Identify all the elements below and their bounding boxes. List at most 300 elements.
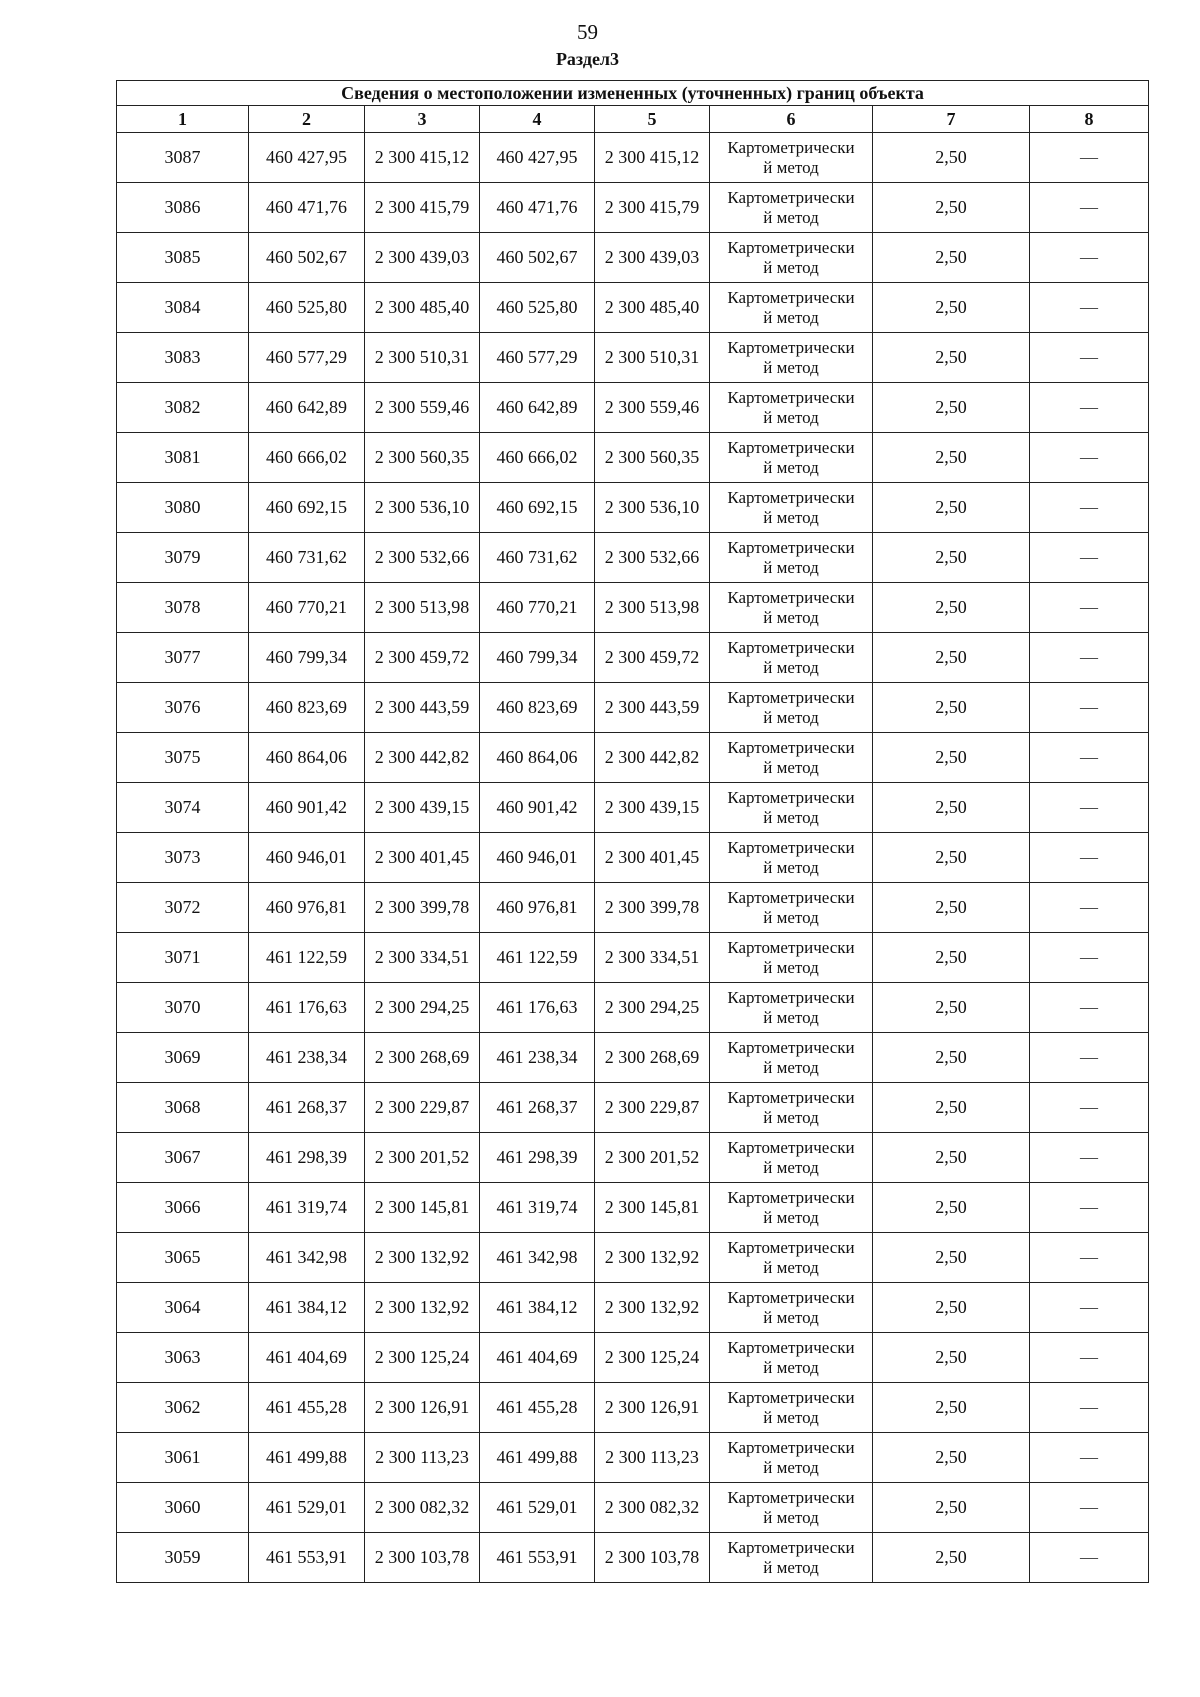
method-line-1: Картометрически bbox=[727, 987, 855, 1007]
method-line-2: й метод bbox=[763, 1557, 819, 1577]
accuracy-cell: 2,50 bbox=[873, 983, 1030, 1033]
accuracy-cell: 2,50 bbox=[873, 183, 1030, 233]
description-cell: — bbox=[1030, 1083, 1149, 1133]
method-cell bbox=[710, 1533, 873, 1583]
existing-x-cell: 460 731,62 bbox=[249, 533, 365, 583]
method-line-1: Картометрически bbox=[727, 737, 855, 757]
point-number-cell: 3078 bbox=[117, 583, 249, 633]
point-number-cell: 3067 bbox=[117, 1133, 249, 1183]
method-cell bbox=[710, 183, 873, 233]
description-cell: — bbox=[1030, 933, 1149, 983]
page-number: 59 bbox=[577, 20, 598, 44]
existing-x-cell: 460 976,81 bbox=[249, 883, 365, 933]
method-cell bbox=[710, 1483, 873, 1533]
description-cell: — bbox=[1030, 1533, 1149, 1583]
existing-y-cell: 2 300 126,91 bbox=[365, 1383, 480, 1433]
existing-x-cell: 461 342,98 bbox=[249, 1233, 365, 1283]
refined-y-cell: 2 300 294,25 bbox=[595, 983, 710, 1033]
method-line-1: Картометрически bbox=[727, 787, 855, 807]
method-line-1: Картометрически bbox=[727, 937, 855, 957]
accuracy-cell: 2,50 bbox=[873, 483, 1030, 533]
method-line-1: Картометрически bbox=[727, 537, 855, 557]
description-cell: — bbox=[1030, 1133, 1149, 1183]
table-row bbox=[117, 1283, 1149, 1333]
existing-x-cell: 461 404,69 bbox=[249, 1333, 365, 1383]
method-cell bbox=[710, 933, 873, 983]
existing-x-cell: 461 384,12 bbox=[249, 1283, 365, 1333]
existing-y-cell: 2 300 132,92 bbox=[365, 1233, 480, 1283]
method-line-1: Картометрически bbox=[727, 187, 855, 207]
method-line-2: й метод bbox=[763, 1207, 819, 1227]
description-cell: — bbox=[1030, 333, 1149, 383]
method-line-1: Картометрически bbox=[727, 1487, 855, 1507]
column-number: 7 bbox=[873, 106, 1030, 133]
existing-x-cell: 460 864,06 bbox=[249, 733, 365, 783]
method-line-2: й метод bbox=[763, 657, 819, 677]
existing-x-cell: 461 298,39 bbox=[249, 1133, 365, 1183]
description-cell: — bbox=[1030, 783, 1149, 833]
existing-y-cell: 2 300 560,35 bbox=[365, 433, 480, 483]
refined-x-cell: 460 577,29 bbox=[480, 333, 595, 383]
refined-y-cell: 2 300 399,78 bbox=[595, 883, 710, 933]
method-cell bbox=[710, 683, 873, 733]
description-cell: — bbox=[1030, 233, 1149, 283]
description-cell: — bbox=[1030, 183, 1149, 233]
existing-y-cell: 2 300 334,51 bbox=[365, 933, 480, 983]
accuracy-cell: 2,50 bbox=[873, 583, 1030, 633]
method-line-2: й метод bbox=[763, 857, 819, 877]
existing-x-cell: 460 799,34 bbox=[249, 633, 365, 683]
point-number-cell: 3059 bbox=[117, 1533, 249, 1583]
point-number-cell: 3065 bbox=[117, 1233, 249, 1283]
refined-y-cell: 2 300 443,59 bbox=[595, 683, 710, 733]
accuracy-cell: 2,50 bbox=[873, 883, 1030, 933]
table-row bbox=[117, 1133, 1149, 1183]
existing-y-cell: 2 300 536,10 bbox=[365, 483, 480, 533]
point-number-cell: 3077 bbox=[117, 633, 249, 683]
accuracy-cell: 2,50 bbox=[873, 783, 1030, 833]
refined-x-cell: 461 238,34 bbox=[480, 1033, 595, 1083]
existing-x-cell: 460 946,01 bbox=[249, 833, 365, 883]
table-row bbox=[117, 583, 1149, 633]
method-line-1: Картометрически bbox=[727, 1287, 855, 1307]
existing-y-cell: 2 300 132,92 bbox=[365, 1283, 480, 1333]
table-row bbox=[117, 883, 1149, 933]
table-row bbox=[117, 933, 1149, 983]
method-line-2: й метод bbox=[763, 157, 819, 177]
method-cell bbox=[710, 1283, 873, 1333]
point-number-cell: 3082 bbox=[117, 383, 249, 433]
existing-y-cell: 2 300 442,82 bbox=[365, 733, 480, 783]
method-line-1: Картометрически bbox=[727, 687, 855, 707]
table-row bbox=[117, 1083, 1149, 1133]
table-row bbox=[117, 1333, 1149, 1383]
description-cell: — bbox=[1030, 383, 1149, 433]
point-number-cell: 3060 bbox=[117, 1483, 249, 1533]
refined-y-cell: 2 300 125,24 bbox=[595, 1333, 710, 1383]
method-line-1: Картометрически bbox=[727, 1037, 855, 1057]
existing-x-cell: 460 427,95 bbox=[249, 133, 365, 183]
description-cell: — bbox=[1030, 433, 1149, 483]
point-number-cell: 3069 bbox=[117, 1033, 249, 1083]
refined-x-cell: 461 319,74 bbox=[480, 1183, 595, 1233]
accuracy-cell: 2,50 bbox=[873, 133, 1030, 183]
column-number-row bbox=[117, 106, 1149, 133]
description-cell: — bbox=[1030, 1033, 1149, 1083]
section-title: Раздел3 bbox=[555, 49, 620, 69]
method-line-1: Картометрически bbox=[727, 637, 855, 657]
point-number-cell: 3071 bbox=[117, 933, 249, 983]
refined-y-cell: 2 300 132,92 bbox=[595, 1233, 710, 1283]
existing-y-cell: 2 300 532,66 bbox=[365, 533, 480, 583]
method-line-2: й метод bbox=[763, 707, 819, 727]
refined-y-cell: 2 300 401,45 bbox=[595, 833, 710, 883]
existing-y-cell: 2 300 103,78 bbox=[365, 1533, 480, 1583]
method-cell bbox=[710, 583, 873, 633]
description-cell: — bbox=[1030, 1233, 1149, 1283]
existing-y-cell: 2 300 401,45 bbox=[365, 833, 480, 883]
description-cell: — bbox=[1030, 983, 1149, 1033]
method-line-2: й метод bbox=[763, 1057, 819, 1077]
refined-x-cell: 461 176,63 bbox=[480, 983, 595, 1033]
existing-y-cell: 2 300 113,23 bbox=[365, 1433, 480, 1483]
existing-y-cell: 2 300 145,81 bbox=[365, 1183, 480, 1233]
method-line-2: й метод bbox=[763, 1507, 819, 1527]
description-cell: — bbox=[1030, 733, 1149, 783]
refined-y-cell: 2 300 442,82 bbox=[595, 733, 710, 783]
refined-y-cell: 2 300 268,69 bbox=[595, 1033, 710, 1083]
point-number-cell: 3070 bbox=[117, 983, 249, 1033]
point-number-cell: 3081 bbox=[117, 433, 249, 483]
accuracy-cell: 2,50 bbox=[873, 383, 1030, 433]
column-number: 8 bbox=[1030, 106, 1149, 133]
refined-x-cell: 461 455,28 bbox=[480, 1383, 595, 1433]
refined-x-cell: 460 471,76 bbox=[480, 183, 595, 233]
refined-x-cell: 461 342,98 bbox=[480, 1233, 595, 1283]
method-cell bbox=[710, 1083, 873, 1133]
refined-y-cell: 2 300 229,87 bbox=[595, 1083, 710, 1133]
refined-x-cell: 460 666,02 bbox=[480, 433, 595, 483]
table-row bbox=[117, 483, 1149, 533]
description-cell: — bbox=[1030, 1483, 1149, 1533]
method-line-1: Картометрически bbox=[727, 237, 855, 257]
accuracy-cell: 2,50 bbox=[873, 1333, 1030, 1383]
table-row bbox=[117, 1233, 1149, 1283]
accuracy-cell: 2,50 bbox=[873, 233, 1030, 283]
refined-y-cell: 2 300 510,31 bbox=[595, 333, 710, 383]
description-cell: — bbox=[1030, 583, 1149, 633]
method-line-2: й метод bbox=[763, 757, 819, 777]
column-number: 5 bbox=[595, 106, 710, 133]
refined-y-cell: 2 300 334,51 bbox=[595, 933, 710, 983]
refined-y-cell: 2 300 103,78 bbox=[595, 1533, 710, 1583]
method-line-2: й метод bbox=[763, 1307, 819, 1327]
existing-x-cell: 460 770,21 bbox=[249, 583, 365, 633]
existing-x-cell: 461 553,91 bbox=[249, 1533, 365, 1583]
table-row bbox=[117, 783, 1149, 833]
existing-x-cell: 461 319,74 bbox=[249, 1183, 365, 1233]
method-cell bbox=[710, 133, 873, 183]
method-cell bbox=[710, 433, 873, 483]
method-line-2: й метод bbox=[763, 307, 819, 327]
point-number-cell: 3073 bbox=[117, 833, 249, 883]
method-line-1: Картометрически bbox=[727, 1087, 855, 1107]
method-line-2: й метод bbox=[763, 907, 819, 927]
method-line-2: й метод bbox=[763, 1407, 819, 1427]
table-row bbox=[117, 533, 1149, 583]
accuracy-cell: 2,50 bbox=[873, 333, 1030, 383]
table-row bbox=[117, 983, 1149, 1033]
accuracy-cell: 2,50 bbox=[873, 1383, 1030, 1433]
refined-y-cell: 2 300 485,40 bbox=[595, 283, 710, 333]
method-line-1: Картометрически bbox=[727, 1237, 855, 1257]
description-cell: — bbox=[1030, 833, 1149, 883]
point-number-cell: 3062 bbox=[117, 1383, 249, 1433]
method-line-1: Картометрически bbox=[727, 587, 855, 607]
refined-y-cell: 2 300 439,03 bbox=[595, 233, 710, 283]
refined-y-cell: 2 300 513,98 bbox=[595, 583, 710, 633]
description-cell: — bbox=[1030, 1183, 1149, 1233]
accuracy-cell: 2,50 bbox=[873, 283, 1030, 333]
point-number-cell: 3086 bbox=[117, 183, 249, 233]
accuracy-cell: 2,50 bbox=[873, 1233, 1030, 1283]
refined-x-cell: 460 864,06 bbox=[480, 733, 595, 783]
table-row bbox=[117, 1483, 1149, 1533]
existing-x-cell: 460 525,80 bbox=[249, 283, 365, 333]
point-number-cell: 3074 bbox=[117, 783, 249, 833]
existing-y-cell: 2 300 415,79 bbox=[365, 183, 480, 233]
refined-x-cell: 460 731,62 bbox=[480, 533, 595, 583]
point-number-cell: 3064 bbox=[117, 1283, 249, 1333]
description-cell: — bbox=[1030, 1433, 1149, 1483]
method-line-2: й метод bbox=[763, 1007, 819, 1027]
method-line-1: Картометрически bbox=[727, 337, 855, 357]
refined-y-cell: 2 300 126,91 bbox=[595, 1383, 710, 1433]
refined-x-cell: 461 268,37 bbox=[480, 1083, 595, 1133]
table-row bbox=[117, 1033, 1149, 1083]
method-line-2: й метод bbox=[763, 1357, 819, 1377]
method-line-1: Картометрически bbox=[727, 287, 855, 307]
refined-y-cell: 2 300 145,81 bbox=[595, 1183, 710, 1233]
refined-x-cell: 461 404,69 bbox=[480, 1333, 595, 1383]
refined-x-cell: 460 976,81 bbox=[480, 883, 595, 933]
refined-x-cell: 461 298,39 bbox=[480, 1133, 595, 1183]
table-row bbox=[117, 383, 1149, 433]
existing-y-cell: 2 300 082,32 bbox=[365, 1483, 480, 1533]
description-cell: — bbox=[1030, 533, 1149, 583]
method-line-2: й метод bbox=[763, 1107, 819, 1127]
table-row bbox=[117, 283, 1149, 333]
description-cell: — bbox=[1030, 283, 1149, 333]
method-line-1: Картометрически bbox=[727, 1337, 855, 1357]
existing-x-cell: 460 642,89 bbox=[249, 383, 365, 433]
point-number-cell: 3066 bbox=[117, 1183, 249, 1233]
method-line-1: Картометрически bbox=[727, 1187, 855, 1207]
refined-x-cell: 460 770,21 bbox=[480, 583, 595, 633]
column-number: 3 bbox=[365, 106, 480, 133]
table-row bbox=[117, 633, 1149, 683]
method-line-2: й метод bbox=[763, 1157, 819, 1177]
method-cell bbox=[710, 1433, 873, 1483]
method-line-1: Картометрически bbox=[727, 1137, 855, 1157]
description-cell: — bbox=[1030, 1383, 1149, 1433]
table-row bbox=[117, 183, 1149, 233]
existing-y-cell: 2 300 415,12 bbox=[365, 133, 480, 183]
description-cell: — bbox=[1030, 1333, 1149, 1383]
method-line-1: Картометрически bbox=[727, 487, 855, 507]
column-number: 2 bbox=[249, 106, 365, 133]
method-cell bbox=[710, 383, 873, 433]
accuracy-cell: 2,50 bbox=[873, 1283, 1030, 1333]
table-row bbox=[117, 433, 1149, 483]
existing-x-cell: 460 666,02 bbox=[249, 433, 365, 483]
table-row bbox=[117, 683, 1149, 733]
method-line-1: Картометрически bbox=[727, 437, 855, 457]
point-number-cell: 3076 bbox=[117, 683, 249, 733]
existing-y-cell: 2 300 399,78 bbox=[365, 883, 480, 933]
refined-y-cell: 2 300 536,10 bbox=[595, 483, 710, 533]
point-number-cell: 3080 bbox=[117, 483, 249, 533]
existing-x-cell: 461 176,63 bbox=[249, 983, 365, 1033]
point-number-cell: 3075 bbox=[117, 733, 249, 783]
accuracy-cell: 2,50 bbox=[873, 1433, 1030, 1483]
refined-y-cell: 2 300 201,52 bbox=[595, 1133, 710, 1183]
method-line-2: й метод bbox=[763, 257, 819, 277]
method-cell bbox=[710, 333, 873, 383]
existing-y-cell: 2 300 439,15 bbox=[365, 783, 480, 833]
refined-x-cell: 460 946,01 bbox=[480, 833, 595, 883]
table-row bbox=[117, 1383, 1149, 1433]
refined-x-cell: 460 642,89 bbox=[480, 383, 595, 433]
refined-y-cell: 2 300 459,72 bbox=[595, 633, 710, 683]
refined-x-cell: 460 799,34 bbox=[480, 633, 595, 683]
existing-x-cell: 460 502,67 bbox=[249, 233, 365, 283]
accuracy-cell: 2,50 bbox=[873, 433, 1030, 483]
accuracy-cell: 2,50 bbox=[873, 1083, 1030, 1133]
refined-x-cell: 461 553,91 bbox=[480, 1533, 595, 1583]
accuracy-cell: 2,50 bbox=[873, 1033, 1030, 1083]
existing-x-cell: 460 692,15 bbox=[249, 483, 365, 533]
accuracy-cell: 2,50 bbox=[873, 1183, 1030, 1233]
refined-x-cell: 461 384,12 bbox=[480, 1283, 595, 1333]
existing-x-cell: 461 529,01 bbox=[249, 1483, 365, 1533]
refined-x-cell: 460 427,95 bbox=[480, 133, 595, 183]
refined-x-cell: 461 122,59 bbox=[480, 933, 595, 983]
method-cell bbox=[710, 1183, 873, 1233]
column-number: 4 bbox=[480, 106, 595, 133]
table-row bbox=[117, 1533, 1149, 1583]
method-cell bbox=[710, 233, 873, 283]
existing-x-cell: 460 823,69 bbox=[249, 683, 365, 733]
method-line-1: Картометрически bbox=[727, 837, 855, 857]
method-line-2: й метод bbox=[763, 407, 819, 427]
method-line-2: й метод bbox=[763, 457, 819, 477]
table-row bbox=[117, 733, 1149, 783]
method-cell bbox=[710, 1233, 873, 1283]
point-number-cell: 3085 bbox=[117, 233, 249, 283]
refined-x-cell: 461 529,01 bbox=[480, 1483, 595, 1533]
existing-y-cell: 2 300 459,72 bbox=[365, 633, 480, 683]
refined-x-cell: 461 499,88 bbox=[480, 1433, 595, 1483]
point-number-cell: 3068 bbox=[117, 1083, 249, 1133]
existing-y-cell: 2 300 485,40 bbox=[365, 283, 480, 333]
method-cell bbox=[710, 483, 873, 533]
table-row bbox=[117, 233, 1149, 283]
refined-x-cell: 460 901,42 bbox=[480, 783, 595, 833]
description-cell: — bbox=[1030, 683, 1149, 733]
point-number-cell: 3072 bbox=[117, 883, 249, 933]
accuracy-cell: 2,50 bbox=[873, 633, 1030, 683]
existing-x-cell: 460 577,29 bbox=[249, 333, 365, 383]
refined-x-cell: 460 823,69 bbox=[480, 683, 595, 733]
refined-y-cell: 2 300 532,66 bbox=[595, 533, 710, 583]
point-number-cell: 3087 bbox=[117, 133, 249, 183]
accuracy-cell: 2,50 bbox=[873, 1133, 1030, 1183]
existing-y-cell: 2 300 229,87 bbox=[365, 1083, 480, 1133]
method-cell bbox=[710, 983, 873, 1033]
existing-x-cell: 461 238,34 bbox=[249, 1033, 365, 1083]
point-number-cell: 3079 bbox=[117, 533, 249, 583]
refined-y-cell: 2 300 415,79 bbox=[595, 183, 710, 233]
method-line-2: й метод bbox=[763, 1257, 819, 1277]
description-cell: — bbox=[1030, 633, 1149, 683]
description-cell: — bbox=[1030, 883, 1149, 933]
existing-y-cell: 2 300 125,24 bbox=[365, 1333, 480, 1383]
existing-y-cell: 2 300 510,31 bbox=[365, 333, 480, 383]
existing-x-cell: 460 471,76 bbox=[249, 183, 365, 233]
accuracy-cell: 2,50 bbox=[873, 533, 1030, 583]
method-line-1: Картометрически bbox=[727, 137, 855, 157]
refined-y-cell: 2 300 559,46 bbox=[595, 383, 710, 433]
existing-y-cell: 2 300 559,46 bbox=[365, 383, 480, 433]
accuracy-cell: 2,50 bbox=[873, 683, 1030, 733]
method-line-2: й метод bbox=[763, 807, 819, 827]
refined-x-cell: 460 525,80 bbox=[480, 283, 595, 333]
method-line-2: й метод bbox=[763, 207, 819, 227]
method-cell bbox=[710, 733, 873, 783]
accuracy-cell: 2,50 bbox=[873, 933, 1030, 983]
point-number-cell: 3084 bbox=[117, 283, 249, 333]
method-cell bbox=[710, 1383, 873, 1433]
accuracy-cell: 2,50 bbox=[873, 733, 1030, 783]
column-number: 6 bbox=[710, 106, 873, 133]
point-number-cell: 3061 bbox=[117, 1433, 249, 1483]
existing-y-cell: 2 300 513,98 bbox=[365, 583, 480, 633]
table-body bbox=[117, 133, 1149, 1583]
method-cell bbox=[710, 783, 873, 833]
table-row bbox=[117, 1183, 1149, 1233]
description-cell: — bbox=[1030, 483, 1149, 533]
refined-y-cell: 2 300 082,32 bbox=[595, 1483, 710, 1533]
table-row bbox=[117, 1433, 1149, 1483]
refined-x-cell: 460 692,15 bbox=[480, 483, 595, 533]
table-row bbox=[117, 133, 1149, 183]
table-caption: Сведения о местоположении измененных (уточненных) границ объекта bbox=[117, 81, 1149, 106]
refined-y-cell: 2 300 132,92 bbox=[595, 1283, 710, 1333]
method-line-1: Картометрически bbox=[727, 1387, 855, 1407]
method-line-2: й метод bbox=[763, 507, 819, 527]
method-cell bbox=[710, 1333, 873, 1383]
method-line-2: й метод bbox=[763, 607, 819, 627]
method-cell bbox=[710, 633, 873, 683]
method-cell bbox=[710, 1133, 873, 1183]
method-line-1: Картометрически bbox=[727, 1537, 855, 1557]
method-line-2: й метод bbox=[763, 957, 819, 977]
table-row bbox=[117, 333, 1149, 383]
existing-y-cell: 2 300 201,52 bbox=[365, 1133, 480, 1183]
method-cell bbox=[710, 533, 873, 583]
existing-x-cell: 461 455,28 bbox=[249, 1383, 365, 1433]
